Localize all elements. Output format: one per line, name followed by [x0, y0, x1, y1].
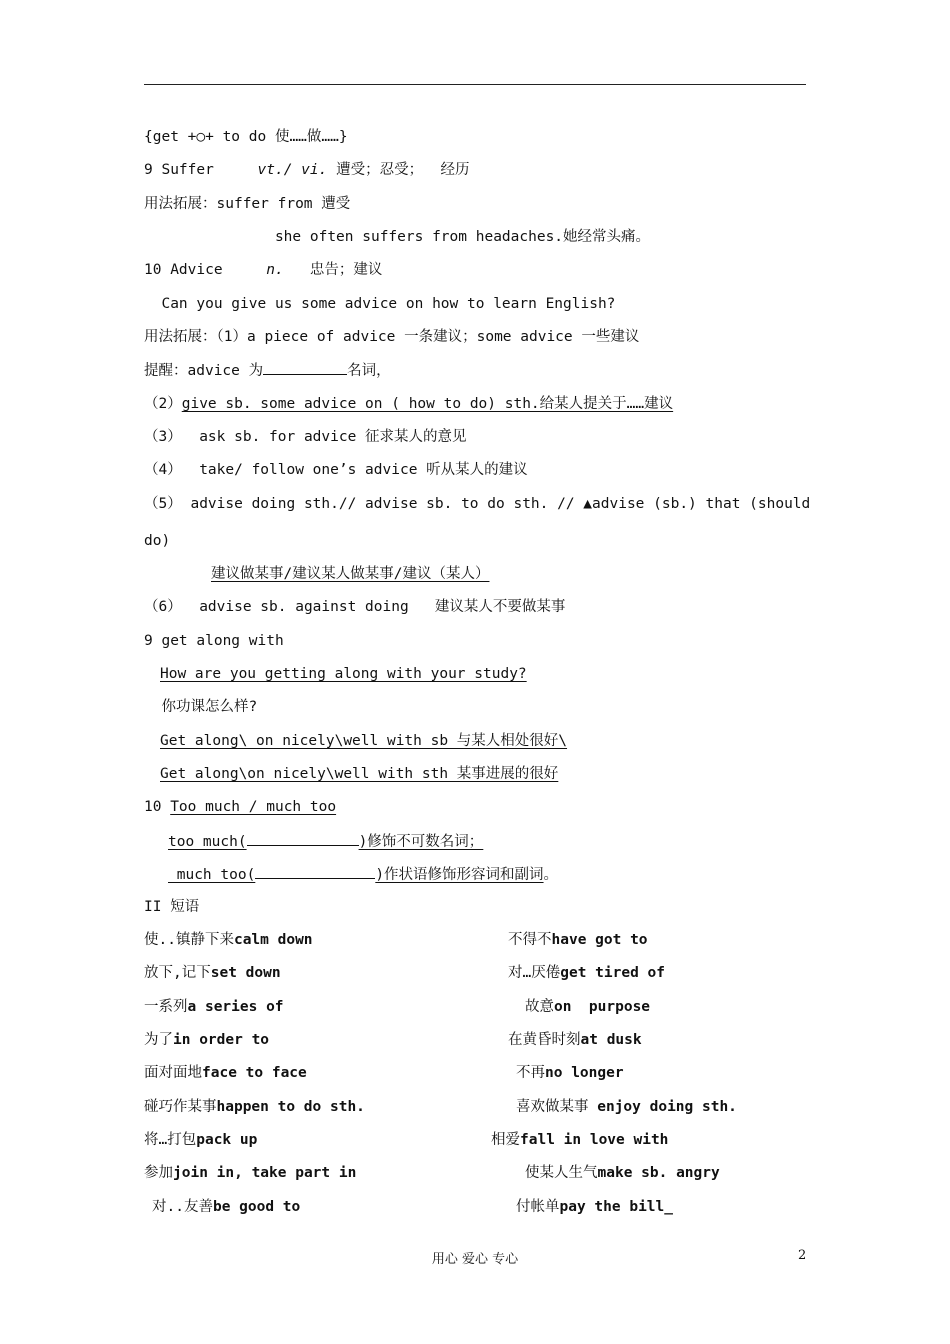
phrase-item: 参加join in, take part in	[144, 1165, 357, 1181]
line-advice-usage-5: （5） advise doing sth.// advise sb. to do sth. // ▲advise (sb.) that (should	[144, 496, 811, 512]
line-advice	[144, 260, 382, 280]
reminder-label: 提醒：advice 为	[144, 363, 264, 379]
phrase-item: 将…打包pack up	[144, 1132, 258, 1148]
word: 9 Suffer	[144, 162, 258, 178]
phrase-item: 对..友善be good to	[152, 1199, 301, 1215]
part-of-speech: vt./ vi.	[257, 162, 328, 178]
phrase-item: 碰巧作某事happen to do sth.	[144, 1099, 365, 1115]
line-get-usage: {get +○+ to do 使……做……}	[144, 129, 348, 145]
phrase-item: 不再no longer	[516, 1065, 624, 1081]
phrase-item: 放下,记下set down	[144, 965, 281, 981]
line-suffer-usage: 用法拓展：suffer from 遭受	[144, 196, 351, 212]
item-number: （2）	[144, 396, 182, 412]
section-heading-phrases: II 短语	[144, 899, 200, 915]
phrase-item: 为了in order to	[144, 1032, 270, 1048]
line-advice-usage-4: （4） take/ follow one’s advice 听从某人的建议	[144, 462, 528, 478]
usage-start: much too(	[168, 867, 256, 883]
usage-start: too much(	[168, 834, 247, 850]
line-advice-reminder	[144, 360, 391, 381]
meaning: 忠告；建议	[283, 262, 383, 278]
line-advice-usage-3: （3） ask sb. for advice 征求某人的意见	[144, 429, 467, 445]
phrase-item: 付帐单pay the bill_	[516, 1199, 673, 1215]
line-get-along-sb: Get along\ on nicely\well with sb 与某人相处很好\	[160, 733, 568, 749]
phrase-item: 故意on purpose	[525, 999, 651, 1015]
line-advice-usage-5-cont: do)	[144, 533, 171, 549]
reminder-tail: 名词，	[347, 363, 391, 379]
usage-end: )修饰不可数名词；	[358, 834, 484, 850]
usage-end: )作状语修饰形容词和副词	[375, 867, 544, 883]
line-get-along-example: How are you getting along with your study?	[160, 666, 527, 682]
phrase-item: 使..镇静下来calm down	[144, 932, 313, 948]
word: 10 Advice	[144, 262, 267, 278]
heading-text: Too much / much too	[170, 799, 337, 815]
phrase-item: 面对面地face to face	[144, 1065, 307, 1081]
line-much-too-usage	[168, 864, 558, 885]
usage-text: give sb. some advice on ( how to do) sth.给某人提关于……建议	[181, 396, 674, 412]
phrase-item: 使某人生气make sb. angry	[525, 1165, 720, 1181]
line-too-much	[144, 797, 336, 817]
line-advice-usage-2	[144, 394, 673, 414]
line-advice-example: Can you give us some advice on how to learn English?	[144, 296, 616, 312]
fill-blank	[247, 831, 359, 846]
line-get-along-sth: Get along\on nicely\well with sth 某事进展的很好	[160, 766, 559, 782]
phrase-item: 在黄昏时刻at dusk	[508, 1032, 642, 1048]
fill-blank	[255, 864, 375, 879]
page-footer: 用心 爱心 专心	[431, 1252, 519, 1267]
phrase-item: 不得不have got to	[508, 932, 648, 948]
header-rule	[144, 84, 806, 85]
phrase-item: 喜欢做某事 enjoy doing sth.	[516, 1099, 737, 1115]
line-get-along-translation: 你功课怎么样?	[144, 699, 258, 715]
phrase-item: 相爱fall in love with	[491, 1132, 669, 1148]
page-number: 2	[798, 1248, 807, 1263]
line-too-much-usage	[168, 831, 483, 852]
line-advise-meaning: 建议做某事/建议某人做某事/建议（某人）	[211, 566, 490, 582]
phrase-item: 对…厌倦get tired of	[508, 965, 665, 981]
line-suffer-example: she often suffers from headaches.她经常头痛。	[144, 229, 651, 245]
line-advice-usage-6: （6） advise sb. against doing 建议某人不要做某事	[144, 599, 566, 615]
period: 。	[543, 867, 559, 883]
line-suffer	[144, 160, 470, 180]
meaning: 遭受；忍受； 经历	[327, 162, 470, 178]
item-number: 10	[144, 799, 171, 815]
phrase-item: 一系列a series of	[144, 999, 284, 1015]
line-get-along-with: 9 get along with	[144, 633, 284, 649]
line-advice-usage-1: 用法拓展：（1）a piece of advice 一条建议；some advice 一些建议	[144, 329, 640, 345]
fill-blank	[263, 360, 347, 375]
part-of-speech: n.	[266, 262, 284, 278]
